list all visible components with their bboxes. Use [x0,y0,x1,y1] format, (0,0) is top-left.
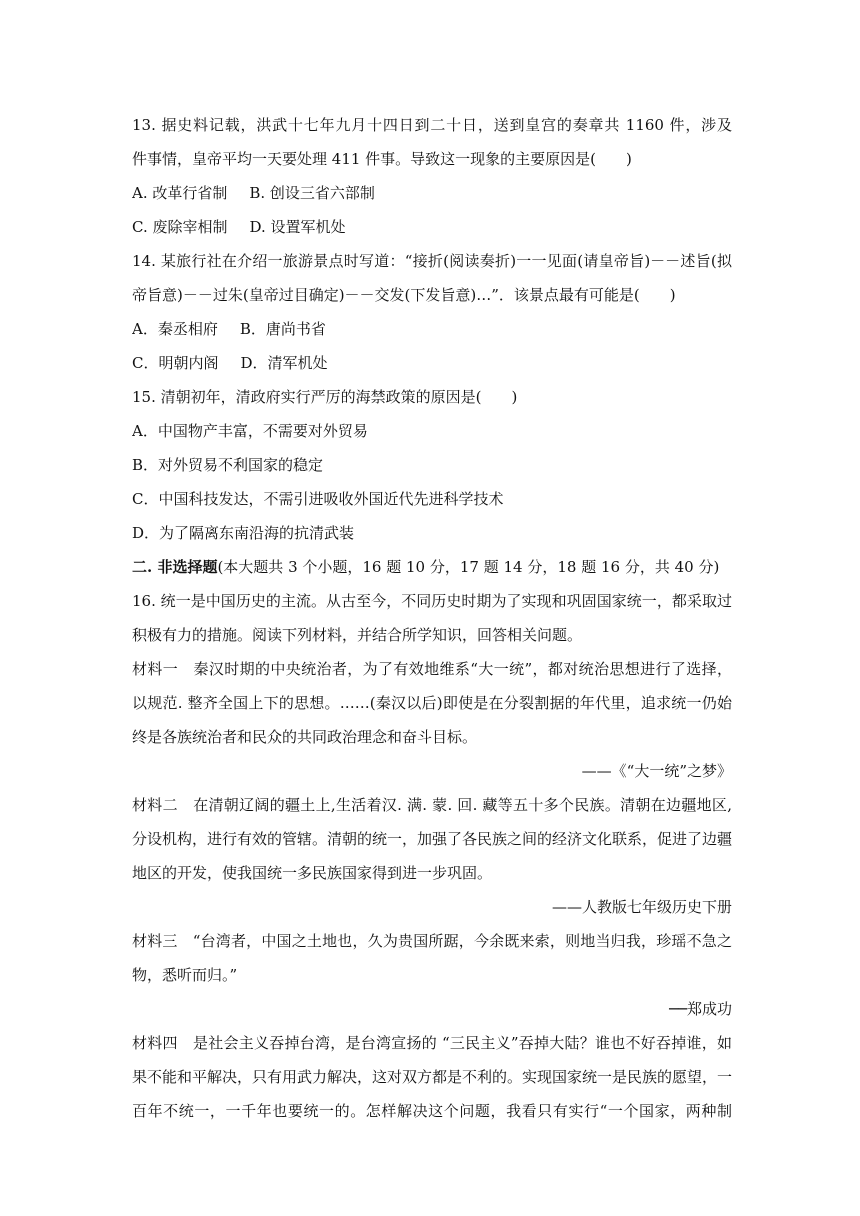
material-3-source: ──郑成功 [668,1000,732,1018]
q13-options-row-2 [132,210,732,244]
q16-line-2: 积极有力的措施。阅读下列材料，并结合所学知识，回答相关问题。 [132,626,583,644]
material-1-line-2: 以规范. 整齐全国上下的思想。……(秦汉以后)即使是在分裂割据的年代里，追求统一仍始 [132,694,732,712]
q14-option-d: D．清军机处 [240,354,328,372]
section-2-heading-line [132,550,732,584]
material-1-source: ——《“大一统”之梦》 [581,762,732,780]
q14-line-2: 帝旨意)－－过朱(皇帝过目确定)－－交发(下发旨意)…”．该景点最有可能是( ) [132,286,676,304]
section-2-heading: 二. 非选择题 [132,558,218,576]
material-4-line-2: 果不能和平解决，只有用武力解决，这对双方都是不利的。实现国家统一是民族的愿望，一 [132,1068,732,1086]
q15-option-b: B．对外贸易不利国家的稳定 [132,456,324,474]
q13-option-a: A. 改革行省制 [132,184,228,202]
q13-option-c: C. 废除宰相制 [132,218,228,236]
q13-line-2: 件事情，皇帝平均一天要处理 411 件事。导致这一现象的主要原因是( ) [132,150,632,168]
q14-option-c: C．明朝内阁 [132,354,219,372]
material-2-source: ——人教版七年级历史下册 [551,898,732,916]
q16-line-1: 16. 统一是中国历史的主流。从古至今，不同历史时期为了实现和巩固国家统一，都采取过 [132,592,732,610]
material-4-line-3: 百年不统一，一千年也要统一的。怎样解决这个问题，我看只有实行“一个国家，两种制 [132,1102,732,1120]
section-2-note: (本大题共 3 个小题，16 题 10 分，17 题 14 分，18 题 16 分，共 40 分) [217,558,720,576]
material-1-line-3: 终是各族统治者和民众的共同政治理念和奋斗目标。 [132,728,478,746]
material-1-line-1: 材料一 秦汉时期的中央统治者，为了有效地维系“大一统”，都对统治思想进行了选择， [132,660,732,678]
q15-line-1: 15. 清朝初年，清政府实行严厉的海禁政策的原因是( ) [132,388,518,406]
q15-option-a: A．中国物产丰富，不需要对外贸易 [132,422,368,440]
material-3-line-1: 材料三 “台湾者，中国之土地也，久为贵国所踞，今余既来索，则地当归我，珍瑶不急之 [132,932,732,950]
q14-line-1: 14. 某旅行社在介绍一旅游景点时写道：“接折(阅读奏折)一一见面(请皇帝旨)－－述旨(拟 [132,252,732,270]
q13-options-row-1 [132,176,732,210]
material-2-line-3: 地区的开发，使我国统一多民族国家得到进一步巩固。 [132,864,493,882]
material-4-line-1: 材料四 是社会主义吞掉台湾，是台湾宣扬的 “三民主义”吞掉大陆？谁也不好吞掉谁，如 [132,1034,732,1052]
q14-option-a: A．秦丞相府 [132,320,218,338]
q14-options-row-2 [132,346,732,380]
q15-option-c: C．中国科技发达，不需引进吸收外国近代先进科学技术 [132,490,504,508]
exam-page [132,108,732,1128]
material-3-line-2: 物，悉听而归。” [132,966,238,984]
q14-option-b: B．唐尚书省 [239,320,326,338]
q13-line-1: 13. 据史料记载，洪武十七年九月十四日到二十日，送到皇宫的奏章共 1160 件，涉及 [132,116,732,134]
q13-option-b: B. 创设三省六部制 [249,184,375,202]
material-2-line-1: 材料二 在清朝辽阔的疆土上,生活着汉. 满. 蒙. 回. 藏等五十多个民族。清朝在边疆地区, [132,796,732,814]
q13-option-d: D. 设置军机处 [249,218,346,236]
q15-option-d: D．为了隔离东南沿海的抗清武装 [132,524,355,542]
material-2-line-2: 分设机构，进行有效的管辖。清朝的统一，加强了各民族之间的经济文化联系，促进了边疆 [132,830,732,848]
q14-options-row-1 [132,312,732,346]
